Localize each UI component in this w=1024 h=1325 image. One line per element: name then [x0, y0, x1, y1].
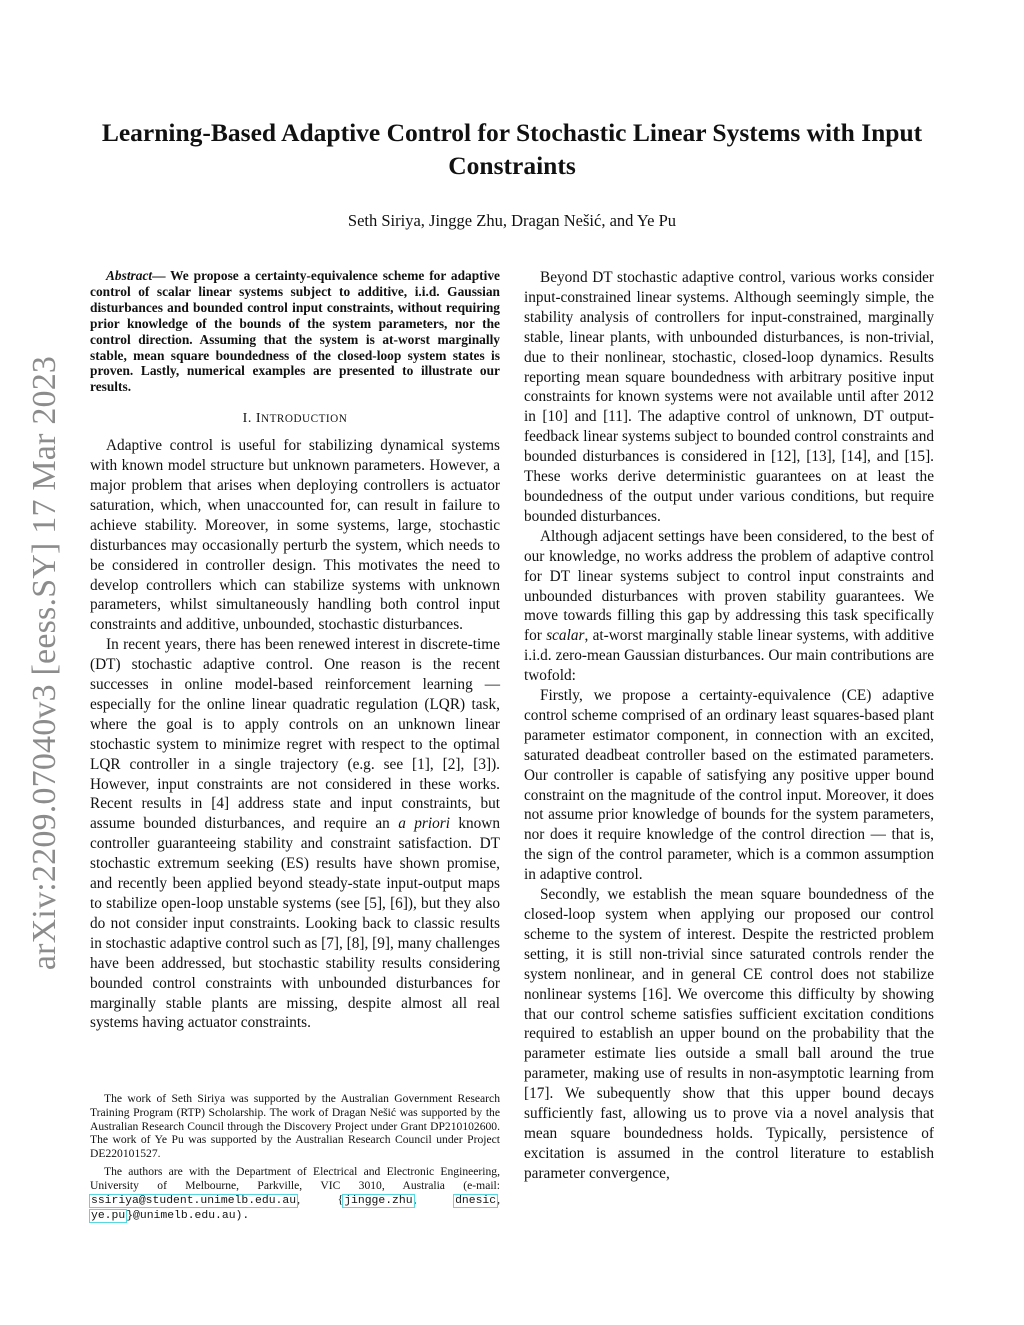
abstract-text: — We propose a certainty-equivalence scheme for adaptive control of scalar linear systems subject to additive, i.i.d. Gaussian disturbances and bounded control input constraints, without requiring prior knowledge of the bounds of the system parameters, nor the control direction. Assuming that the system is at-worst marginally stable, mean square boundedness of the closed-loop system states is proven. Lastly, numerical examples are presented to illustrate our results. [90, 268, 500, 395]
email-link-ssiriya[interactable]: ssiriya@student.unimelb.edu.au [91, 1194, 297, 1207]
intro-paragraph-2: In recent years, there has been renewed interest in discrete-time (DT) stochastic adaptive control. One reason is the recent successes in online model-based reinforcement learning — especially for the online linear quadratic regulation (LQR) task, where the goal is to apply controls on an unknown linear stochastic system to minimize regret with respect to the optimal LQR controller in a single trajectory (e.g. see [1], [2], [3]). However, input constraints are not considered in these works. Recent results in [4] address state and input constraints, but assume bounded disturbances, and require an a priori known controller guaranteeing stability and constraint satisfaction. DT stochastic extremum seeking (ES) results have shown promise, and recently been applied beyond steady-state input-output maps to stabilize open-loop unstable systems (see [5], [6]), but they also do not consider input constraints. Looking back to classic results in stochastic adaptive control such as [7], [8], [9], many challenges have been addressed, but stochastic stability results considering bounded control constraints with unbounded disturbances for marginally stable plants are missing, despite almost all real systems having actuator constraints. [90, 636, 500, 1032]
arxiv-identifier: arXiv:2209.07040v3 [eess.SY] 17 Mar 2023 [26, 355, 64, 971]
footnote-funding: The work of Seth Siriya was supported by the Australian Government Research Training Program (RTP) Scholarship. The work of Dragan Nešić was supported by the Australian Research Council through the Discovery Project under Grant DP210102600. The work of Ye Pu was supported by the Australian Research Council under Project DE220101527. [90, 1092, 500, 1161]
body-paragraph-3: Firstly, we propose a certainty-equivalence (CE) adaptive control scheme comprised of an ordinary least squares-based plant parameter estimator component, in connection with an excited, saturated deadbeat controller based on the estimated parameters. Our controller is capable of satisfying any positive upper bound constraint on the magnitude of the control input. Moreover, it does not assume prior knowledge of bounds for the system parameters, nor does it require knowledge of the control direction — that is, the sign of the control parameter, which is a common assumption in adaptive control. [524, 687, 934, 884]
footnotes [90, 1092, 500, 1228]
paper-title: Learning-Based Adaptive Control for Stochastic Linear Systems with Input Constraints [101, 118, 923, 180]
abstract [90, 268, 500, 395]
right-column [524, 268, 934, 1184]
left-column [90, 268, 500, 1033]
body-paragraph-2: Although adjacent settings have been considered, to the best of our knowledge, no works address the problem of adaptive control for DT linear systems subject to control input constraints and unbounded disturbances with proven stability guarantees. We move towards filling this gap by addressing this task specifically for scalar, at-worst marginally stable linear systems, with additive i.i.d. zero-mean Gaussian disturbances. Our main contributions are twofold: [524, 527, 934, 685]
section-heading-introduction: I. INTRODUCTION [242, 411, 348, 427]
email-link-jingge[interactable]: jingge.zhu [344, 1194, 413, 1207]
email-link-dnesic[interactable]: dnesic [455, 1194, 497, 1207]
body-paragraph-4: Secondly, we establish the mean square boundedness of the closed-loop system when applying our proposed our control scheme to the system of interest. Despite the restricted problem setting, it is still non-trivial since saturated controls render the system nonlinear, and in general CE control does not stabilize nonlinear systems [16]. We overcome this difficulty by showing that our control scheme satisfies sufficient excitation conditions required to establish an upper bound on the probability that the parameter estimate lies outside a small ball around the true parameter, making use of results in non-asymptotic learning from [17]. We subequently show that this upper bound decays sufficiently fast, allowing us to prove via a novel analysis that mean square boundedness holds. Typically, persistence of excitation is assumed in the control literature to establish parameter convergence, [524, 886, 934, 1182]
footnote-affiliation: The authors are with the Department of Electrical and Electronic Engineering, University of Melbourne, Parkville, VIC 3010, Australia (e-mail: ssiriya@student.unimelb.edu.au, {jingge.zhu, dnesic, ye.pu}@unimelb.edu.au). [90, 1164, 500, 1223]
intro-paragraph-1: Adaptive control is useful for stabilizing dynamical systems with known model structure but unknown parameters. However, a major problem that arises when deploying controllers is actuator saturation, which, when unaccounted for, can result in failure to achieve stability. Moreover, in some systems, large, stochastic disturbances may occasionally perturb the system, which needs to be considered in controller design. This motivates the need to develop controllers which can stabilize systems with unknown parameters, whilst simultaneously handling both control input constraints and additive, unbounded, stochastic disturbances. [90, 437, 500, 634]
email-link-yepu[interactable]: ye.pu [91, 1210, 126, 1223]
arxiv-sidebar [20, 338, 70, 988]
abstract-label: Abstract [106, 268, 153, 283]
body-paragraph-1: Beyond DT stochastic adaptive control, various works consider input-constrained linear systems. Although seemingly simple, the stability analysis of controllers for input-constrained, marginally stable, linear plants, with unbounded disturbances, is non-trivial, due to their nonlinear, stochastic, closed-loop dynamics. Results reporting mean square boundedness with arbitrary positive input constraints for known systems were not available until after 2012 in [10] and [11]. The adaptive control of unknown, DT output-feedback linear systems subject to bounded control constraints and bounded disturbances is considered in [12], [13], [14], and [15]. These works derive deterministic guarantees on at least the boundedness of the output under various conditions, but require bounded disturbances. [524, 269, 934, 525]
author-list: Seth Siriya, Jingge Zhu, Dragan Nešić, and Ye Pu [347, 211, 677, 230]
